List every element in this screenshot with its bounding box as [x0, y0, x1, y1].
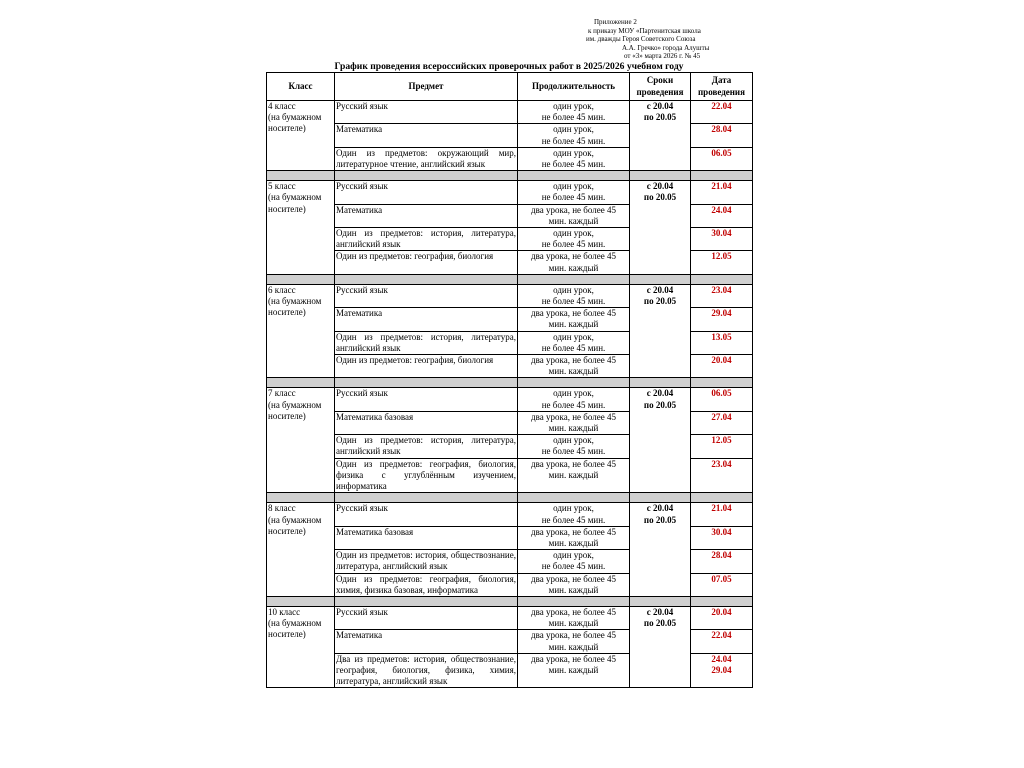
- date-cell: [691, 458, 753, 493]
- header-date-line: проведения: [698, 86, 745, 97]
- term-cell: [630, 606, 691, 687]
- class-cell: [267, 181, 335, 275]
- table-row: [267, 101, 753, 124]
- term-line: с 20.04: [646, 181, 674, 192]
- appendix-line: им. дважды Героя Советского Союза: [586, 35, 696, 44]
- subject-cell: Один из предметов: история, литература, английский язык: [336, 435, 516, 457]
- date-value: 29.04: [711, 664, 732, 675]
- header-subject: Предмет: [335, 73, 518, 101]
- date-cell: [691, 181, 753, 204]
- class-label-line: (на бумажном: [268, 112, 322, 123]
- duration-line: два урока, не более 45: [531, 251, 616, 262]
- date-value: 27.04: [711, 411, 732, 422]
- term-line: с 20.04: [646, 101, 674, 111]
- duration-cell: [518, 147, 630, 170]
- duration-cell: [518, 458, 630, 493]
- subject-cell: Один из предметов: история, литература, английский язык: [336, 331, 516, 353]
- date-value: 07.05: [711, 573, 732, 584]
- subject-cell: Русский язык: [335, 181, 518, 204]
- separator-cell: [630, 596, 691, 606]
- duration-line: один урок,: [553, 550, 594, 561]
- duration-line: не более 45 мин.: [541, 446, 606, 457]
- table-row: [267, 503, 753, 526]
- date-cell: [691, 388, 753, 411]
- schedule-body: [267, 101, 753, 688]
- term-line: по 20.05: [643, 192, 677, 203]
- separator-cell: [518, 596, 630, 606]
- header-term-line: проведения: [636, 86, 684, 97]
- date-cell: [691, 204, 753, 227]
- separator-cell: [691, 493, 753, 503]
- date-cell: [691, 251, 753, 274]
- class-label-line: 7 класс: [268, 388, 296, 399]
- class-label-line: носителе): [268, 123, 306, 134]
- separator-cell: [630, 171, 691, 181]
- header-term: [630, 73, 691, 101]
- duration-line: мин. каждый: [548, 423, 599, 434]
- date-cell: [691, 573, 753, 596]
- appendix-line: от «3» марта 2026 г. № 45: [624, 52, 701, 61]
- table-header-row: [267, 73, 753, 101]
- header-class: Класс: [267, 73, 335, 101]
- header-term-line: Сроки: [646, 75, 674, 86]
- term-line: с 20.04: [646, 388, 674, 399]
- date-value: 23.04: [711, 458, 732, 469]
- separator-cell: [518, 493, 630, 503]
- duration-line: мин. каждый: [548, 319, 599, 330]
- duration-cell: [518, 204, 630, 227]
- class-label-line: носителе): [268, 307, 306, 318]
- date-value: 06.05: [711, 388, 732, 399]
- date-value: 20.04: [711, 606, 732, 617]
- separator-cell: [335, 378, 518, 388]
- date-value: 24.04: [711, 204, 732, 215]
- duration-line: не более 45 мин.: [541, 159, 606, 170]
- duration-line: мин. каждый: [548, 366, 599, 377]
- subject-cell: Математика: [335, 630, 518, 653]
- header-duration: Продолжительность: [518, 73, 630, 101]
- table-row: [267, 181, 753, 204]
- schedule-table: [266, 72, 753, 688]
- class-label-line: носителе): [268, 629, 306, 640]
- duration-line: не более 45 мин.: [541, 514, 606, 525]
- class-label-line: (на бумажном: [268, 618, 322, 629]
- duration-cell: [518, 228, 630, 251]
- duration-cell: [518, 573, 630, 596]
- duration-line: два урока, не более 45: [531, 355, 616, 366]
- date-value: 30.04: [711, 228, 732, 239]
- separator-cell: [267, 596, 335, 606]
- date-cell: [691, 550, 753, 573]
- subject-cell: Математика: [335, 204, 518, 227]
- date-value: 22.04: [711, 101, 732, 111]
- class-label-line: 10 класс: [268, 606, 301, 617]
- duration-line: два урока, не более 45: [531, 308, 616, 319]
- duration-line: один урок,: [553, 124, 594, 135]
- appendix-header: [586, 18, 786, 61]
- duration-cell: [518, 124, 630, 147]
- separator-cell: [691, 378, 753, 388]
- table-row: [267, 388, 753, 411]
- date-cell: [691, 308, 753, 331]
- term-line: с 20.04: [646, 606, 674, 617]
- subject-cell: Русский язык: [335, 101, 518, 124]
- duration-line: два урока, не более 45: [531, 653, 616, 664]
- date-value: 13.05: [711, 331, 732, 342]
- separator-cell: [630, 274, 691, 284]
- duration-cell: [518, 653, 630, 688]
- duration-line: мин. каждый: [548, 664, 599, 675]
- group-separator-row: [267, 274, 753, 284]
- term-line: с 20.04: [646, 284, 674, 295]
- date-cell: [691, 606, 753, 629]
- appendix-line: А.А. Гречко» города Алушты: [622, 43, 710, 52]
- class-label-line: (на бумажном: [268, 296, 322, 307]
- date-value: 06.05: [711, 147, 732, 158]
- duration-cell: [518, 503, 630, 526]
- subject-cell: Математика: [335, 308, 518, 331]
- class-label-line: (на бумажном: [268, 514, 322, 525]
- class-label-line: (на бумажном: [268, 192, 322, 203]
- duration-cell: [518, 181, 630, 204]
- duration-line: мин. каждый: [548, 262, 599, 273]
- table-row: [267, 606, 753, 629]
- date-cell: [691, 147, 753, 170]
- date-cell: [691, 411, 753, 434]
- date-cell: [691, 653, 753, 688]
- date-value: 29.04: [711, 308, 732, 319]
- subject-cell: Русский язык: [335, 284, 518, 307]
- duration-line: не более 45 мин.: [541, 112, 606, 123]
- date-cell: [691, 355, 753, 378]
- term-line: по 20.05: [643, 112, 677, 123]
- group-separator-row: [267, 493, 753, 503]
- duration-cell: [518, 331, 630, 354]
- duration-line: не более 45 мин.: [541, 296, 606, 307]
- subject-cell: Один из предметов: география, биология: [335, 251, 518, 274]
- header-date-line: Дата: [711, 75, 732, 86]
- duration-cell: [518, 284, 630, 307]
- table-row: [267, 284, 753, 307]
- term-cell: [630, 388, 691, 493]
- duration-line: мин. каждый: [548, 537, 599, 548]
- term-line: по 20.05: [643, 618, 677, 629]
- class-label-line: носителе): [268, 525, 306, 536]
- date-value: 12.05: [711, 251, 732, 262]
- date-cell: [691, 435, 753, 458]
- duration-line: один урок,: [553, 284, 594, 295]
- class-label-line: 4 класс: [268, 101, 296, 111]
- separator-cell: [267, 274, 335, 284]
- subject-cell: Русский язык: [335, 388, 518, 411]
- class-label-line: (на бумажном: [268, 399, 322, 410]
- duration-line: мин. каждый: [548, 215, 599, 226]
- duration-line: два урока, не более 45: [531, 411, 616, 422]
- term-line: с 20.04: [646, 503, 674, 514]
- subject-cell: Математика базовая: [335, 526, 518, 549]
- separator-cell: [518, 171, 630, 181]
- duration-line: один урок,: [553, 331, 594, 342]
- duration-line: два урока, не более 45: [531, 204, 616, 215]
- header-date: [691, 73, 753, 101]
- subject-cell: Один из предметов: география, биология: [335, 355, 518, 378]
- date-value: 30.04: [711, 526, 732, 537]
- date-value: 12.05: [711, 435, 732, 446]
- duration-line: не более 45 мин.: [541, 192, 606, 203]
- duration-cell: [518, 308, 630, 331]
- duration-cell: [518, 550, 630, 573]
- term-line: по 20.05: [643, 514, 677, 525]
- separator-cell: [335, 493, 518, 503]
- duration-line: один урок,: [553, 503, 594, 514]
- subject-cell: Один из предметов: история, обществознание, литература, английский язык: [336, 550, 516, 572]
- duration-cell: [518, 411, 630, 434]
- term-line: по 20.05: [643, 296, 677, 307]
- term-cell: [630, 101, 691, 171]
- group-separator-row: [267, 378, 753, 388]
- class-label-line: носителе): [268, 203, 306, 214]
- duration-line: мин. каждый: [548, 641, 599, 652]
- separator-cell: [335, 274, 518, 284]
- date-value: 28.04: [711, 550, 732, 561]
- separator-cell: [335, 596, 518, 606]
- group-separator-row: [267, 171, 753, 181]
- duration-line: не более 45 мин.: [541, 561, 606, 572]
- term-cell: [630, 284, 691, 378]
- separator-cell: [518, 274, 630, 284]
- duration-line: один урок,: [553, 147, 594, 158]
- class-cell: [267, 284, 335, 378]
- date-cell: [691, 630, 753, 653]
- duration-cell: [518, 606, 630, 629]
- class-cell: [267, 101, 335, 171]
- separator-cell: [267, 493, 335, 503]
- appendix-line: Приложение 2: [594, 18, 637, 26]
- duration-line: мин. каждый: [548, 618, 599, 629]
- date-cell: [691, 228, 753, 251]
- class-label-line: 6 класс: [268, 284, 296, 295]
- duration-line: два урока, не более 45: [531, 526, 616, 537]
- term-cell: [630, 503, 691, 597]
- duration-line: два урока, не более 45: [531, 458, 616, 469]
- duration-cell: [518, 101, 630, 124]
- class-cell: [267, 503, 335, 597]
- subject-cell: Русский язык: [335, 606, 518, 629]
- class-cell: [267, 388, 335, 493]
- duration-line: два урока, не более 45: [531, 630, 616, 641]
- date-cell: [691, 124, 753, 147]
- duration-line: мин. каждый: [548, 469, 599, 480]
- date-cell: [691, 503, 753, 526]
- subject-cell: Один из предметов: география, биология, химия, физика базовая, информатика: [336, 573, 516, 595]
- subject-cell: Один из предметов: окружающий мир, литературное чтение, английский язык: [336, 147, 516, 170]
- duration-line: два урока, не более 45: [531, 573, 616, 584]
- duration-line: два урока, не более 45: [531, 606, 616, 617]
- separator-cell: [691, 274, 753, 284]
- duration-cell: [518, 630, 630, 653]
- duration-line: один урок,: [553, 101, 594, 111]
- date-cell: [691, 284, 753, 307]
- duration-line: не более 45 мин.: [541, 135, 606, 146]
- duration-line: мин. каждый: [548, 584, 599, 595]
- class-label-line: 5 класс: [268, 181, 296, 192]
- duration-line: один урок,: [553, 388, 594, 399]
- duration-line: один урок,: [553, 181, 594, 192]
- class-label-line: 8 класс: [268, 503, 296, 514]
- separator-cell: [630, 493, 691, 503]
- date-value: 21.04: [711, 181, 732, 192]
- subject-cell: Один из предметов: география, биология, физика с углублённым изучением, информатика: [336, 458, 516, 492]
- separator-cell: [630, 378, 691, 388]
- separator-cell: [518, 378, 630, 388]
- date-value: 22.04: [711, 630, 732, 641]
- duration-cell: [518, 526, 630, 549]
- separator-cell: [691, 596, 753, 606]
- duration-line: один урок,: [553, 228, 594, 239]
- duration-line: не более 45 мин.: [541, 342, 606, 353]
- duration-line: не более 45 мин.: [541, 239, 606, 250]
- duration-line: не более 45 мин.: [541, 399, 606, 410]
- subject-cell: Математика: [335, 124, 518, 147]
- date-cell: [691, 331, 753, 354]
- date-cell: [691, 101, 753, 124]
- date-value: 20.04: [711, 355, 732, 366]
- date-cell: [691, 526, 753, 549]
- duration-cell: [518, 435, 630, 458]
- subject-cell: Один из предметов: история, литература, английский язык: [336, 228, 516, 250]
- term-cell: [630, 181, 691, 275]
- document-title: График проведения всероссийских проверочных работ в 2025/2026 учебном году: [334, 61, 684, 72]
- term-line: по 20.05: [643, 399, 677, 410]
- class-label-line: носителе): [268, 410, 306, 421]
- subject-cell: Два из предметов: история, обществознание, география, биология, физика, химия, литература, английский язык: [336, 653, 516, 687]
- date-value: 21.04: [711, 503, 732, 514]
- date-value: 23.04: [711, 284, 732, 295]
- duration-cell: [518, 388, 630, 411]
- duration-cell: [518, 355, 630, 378]
- date-value: 24.04: [711, 653, 732, 664]
- separator-cell: [335, 171, 518, 181]
- group-separator-row: [267, 596, 753, 606]
- separator-cell: [267, 378, 335, 388]
- date-value: 28.04: [711, 124, 732, 135]
- appendix-line: к приказу МОУ «Партенитская школа: [588, 26, 701, 35]
- subject-cell: Русский язык: [335, 503, 518, 526]
- class-cell: [267, 606, 335, 687]
- separator-cell: [267, 171, 335, 181]
- separator-cell: [691, 171, 753, 181]
- duration-cell: [518, 251, 630, 274]
- subject-cell: Математика базовая: [335, 411, 518, 434]
- duration-line: один урок,: [553, 435, 594, 446]
